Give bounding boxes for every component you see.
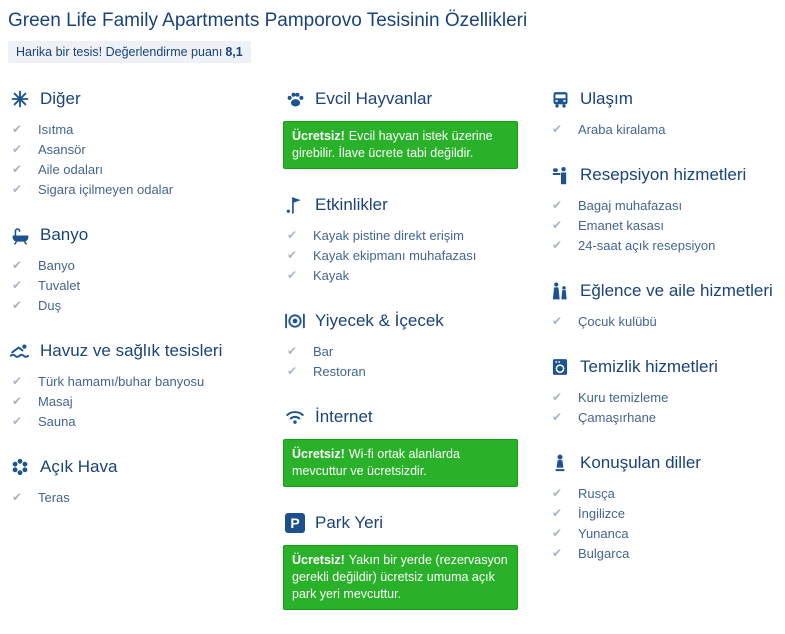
facility-section-title: Diğer [40, 89, 81, 108]
facility-item [8, 487, 283, 507]
facility-item [548, 543, 785, 563]
facility-item [548, 387, 785, 407]
facility-item-label: Banyo [38, 257, 75, 273]
facility-item [283, 341, 548, 361]
check-icon: ✔ [12, 374, 23, 388]
check-icon: ✔ [552, 526, 563, 540]
facility-item-label: Bagaj muhafazası [578, 197, 683, 213]
facility-item-label: Kayak [313, 267, 350, 283]
check-icon: ✔ [552, 390, 563, 404]
check-icon: ✔ [12, 394, 23, 408]
facility-item [8, 391, 283, 411]
facility-item-label: Restoran [313, 363, 366, 379]
free-feature-note-label: Ücretsiz! [292, 129, 345, 143]
facility-item [283, 225, 548, 245]
flower-icon [8, 456, 32, 478]
facility-item [548, 523, 785, 543]
check-icon: ✔ [12, 122, 23, 136]
check-icon: ✔ [12, 298, 23, 312]
facility-item-label: İngilizce [578, 505, 625, 521]
free-feature-note-text: Yakın bir yerde (rezervasyon gerekli değildir) ücretsiz umuma açık park yeri mevcuttur. [292, 553, 508, 601]
flag-icon [283, 194, 307, 216]
check-icon: ✔ [552, 238, 563, 252]
facility-section-title: Yiyecek & İçecek [315, 311, 444, 330]
facility-item [8, 371, 283, 391]
facility-item [548, 503, 785, 523]
check-icon: ✔ [552, 410, 563, 424]
facility-item-label: Teras [38, 489, 70, 505]
facility-item [8, 179, 283, 199]
facility-item [283, 361, 548, 381]
facility-section-title: İnternet [315, 407, 373, 426]
facility-item-label: Isıtma [38, 121, 74, 137]
facility-section-heading [283, 193, 548, 217]
facility-items [8, 487, 283, 507]
facility-item-label: Asansör [38, 141, 86, 157]
dining-icon [283, 310, 307, 332]
facility-items [283, 225, 548, 285]
facility-section-title: Temizlik hizmetleri [580, 357, 718, 376]
facility-item [548, 119, 785, 139]
facility-section-title: Banyo [40, 225, 89, 244]
facility-item [548, 483, 785, 503]
facility-items [548, 195, 785, 255]
facility-section-heading [8, 339, 283, 363]
facility-section-heading [548, 355, 785, 379]
facility-item-label: Rusça [578, 485, 615, 501]
facility-section [283, 511, 548, 610]
facility-items [8, 371, 283, 431]
rating-badge-text: Harika bir tesis! Değerlendirme puanı [16, 45, 223, 59]
facility-section [8, 87, 283, 199]
facility-item-label: Türk hamamı/buhar banyosu [38, 373, 205, 389]
facility-items [548, 483, 785, 563]
facility-item [548, 235, 785, 255]
facility-section [283, 405, 548, 487]
facility-section-title: Eğlence ve aile hizmetleri [580, 281, 773, 300]
facility-section-heading [283, 405, 548, 429]
facility-item [548, 195, 785, 215]
reception-icon [548, 164, 572, 186]
facility-section [548, 451, 785, 563]
check-icon: ✔ [287, 344, 298, 358]
facility-section [8, 339, 283, 431]
free-feature-note [283, 121, 518, 169]
facility-section [548, 355, 785, 427]
facility-item [8, 119, 283, 139]
check-icon: ✔ [552, 198, 563, 212]
facility-item [8, 255, 283, 275]
facilities-column [283, 87, 548, 634]
facility-items [548, 311, 785, 331]
facility-section-heading [548, 451, 785, 475]
free-feature-note [283, 439, 518, 487]
page-title: Green Life Family Apartments Pamporovo Tesisinin Özellikleri [8, 10, 528, 31]
facility-item [8, 275, 283, 295]
facility-item-label: Emanet kasası [578, 217, 664, 233]
check-icon: ✔ [287, 228, 298, 242]
check-icon: ✔ [552, 546, 563, 560]
facility-item-label: Sauna [38, 413, 76, 429]
facility-item-label: Bulgarca [578, 545, 630, 561]
check-icon: ✔ [12, 142, 23, 156]
facility-section-title: Havuz ve sağlık tesisleri [40, 341, 223, 360]
facility-item [8, 295, 283, 315]
wifi-icon [283, 406, 307, 428]
facilities-column [8, 87, 283, 634]
facility-section [548, 163, 785, 255]
family-icon [548, 280, 572, 302]
facility-item-label: Çamaşırhane [578, 409, 657, 425]
facility-section [548, 87, 785, 139]
facility-item [548, 215, 785, 235]
check-icon: ✔ [552, 218, 563, 232]
facility-item-label: Yunanca [578, 525, 629, 541]
facility-item [548, 311, 785, 331]
facility-items [283, 341, 548, 381]
facility-section-title: Konuşulan diller [580, 453, 701, 472]
bathtub-icon [8, 224, 32, 246]
facility-item-label: Kayak ekipmanı muhafazası [313, 247, 477, 263]
parking-icon: P [285, 513, 305, 533]
facility-items [8, 119, 283, 199]
facility-item-label: Duş [38, 297, 62, 313]
facility-item [8, 159, 283, 179]
check-icon: ✔ [552, 506, 563, 520]
facilities-column [548, 87, 785, 634]
bus-icon [548, 88, 572, 110]
free-feature-note-label: Ücretsiz! [292, 553, 345, 567]
facility-section-title: Etkinlikler [315, 195, 388, 214]
facility-items [548, 387, 785, 427]
check-icon: ✔ [287, 364, 298, 378]
facility-item-label: 24-saat açık resepsiyon [578, 237, 716, 253]
facility-item [283, 245, 548, 265]
facility-item-label: Çocuk kulübü [578, 313, 657, 329]
facility-item [8, 411, 283, 431]
rating-score: 8,1 [225, 45, 243, 59]
facilities-columns [8, 87, 785, 634]
facility-section [283, 193, 548, 285]
rating-badge [8, 41, 251, 63]
facility-item-label: Aile odaları [38, 161, 104, 177]
facility-section-title: Ulaşım [580, 89, 633, 108]
snowflake-icon [8, 88, 32, 110]
paw-icon [283, 88, 307, 110]
facility-section-heading [283, 511, 548, 535]
check-icon: ✔ [12, 182, 23, 196]
check-icon: ✔ [12, 258, 23, 272]
languages-icon [548, 452, 572, 474]
facility-item-label: Kuru temizleme [578, 389, 669, 405]
facility-section-heading [548, 279, 785, 303]
facility-section-title: Açık Hava [40, 457, 118, 476]
check-icon: ✔ [552, 486, 563, 500]
facility-section-heading [8, 455, 283, 479]
facility-section-heading [548, 163, 785, 187]
facility-section-title: Evcil Hayvanlar [315, 89, 433, 108]
swimmer-icon [8, 340, 32, 362]
facility-section-title: Park Yeri [315, 513, 384, 532]
check-icon: ✔ [287, 248, 298, 262]
parking-icon [283, 512, 307, 534]
check-icon: ✔ [12, 490, 23, 504]
facility-items [548, 119, 785, 139]
facility-items [8, 255, 283, 315]
facility-item [548, 407, 785, 427]
laundry-icon [548, 356, 572, 378]
free-feature-note-label: Ücretsiz! [292, 447, 345, 461]
check-icon: ✔ [12, 414, 23, 428]
check-icon: ✔ [12, 162, 23, 176]
facility-section-heading [548, 87, 785, 111]
check-icon: ✔ [552, 122, 563, 136]
facility-item [283, 265, 548, 285]
facility-section-heading [283, 309, 548, 333]
facility-section-heading [8, 223, 283, 247]
facility-item-label: Masaj [38, 393, 73, 409]
facility-section [8, 455, 283, 507]
facility-section-heading [8, 87, 283, 111]
facility-section [283, 309, 548, 381]
free-feature-note [283, 545, 518, 610]
facility-section-heading [283, 87, 548, 111]
check-icon: ✔ [12, 278, 23, 292]
free-feature-note-text: Wi-fi ortak alanlarda mevcuttur ve ücretsizdir. [292, 447, 460, 478]
facility-item-label: Tuvalet [38, 277, 81, 293]
facility-item-label: Sigara içilmeyen odalar [38, 181, 174, 197]
free-feature-note-text: Evcil hayvan istek üzerine girebilir. İlave ücrete tabi değildir. [292, 129, 493, 160]
facility-section [283, 87, 548, 169]
facility-section [8, 223, 283, 315]
facility-section [548, 279, 785, 331]
facility-item [8, 139, 283, 159]
check-icon: ✔ [552, 314, 563, 328]
facility-section-title: Resepsiyon hizmetleri [580, 165, 747, 184]
facility-item-label: Kayak pistine direkt erişim [313, 227, 464, 243]
check-icon: ✔ [287, 268, 298, 282]
facility-item-label: Bar [313, 343, 334, 359]
facility-item-label: Araba kiralama [578, 121, 666, 137]
